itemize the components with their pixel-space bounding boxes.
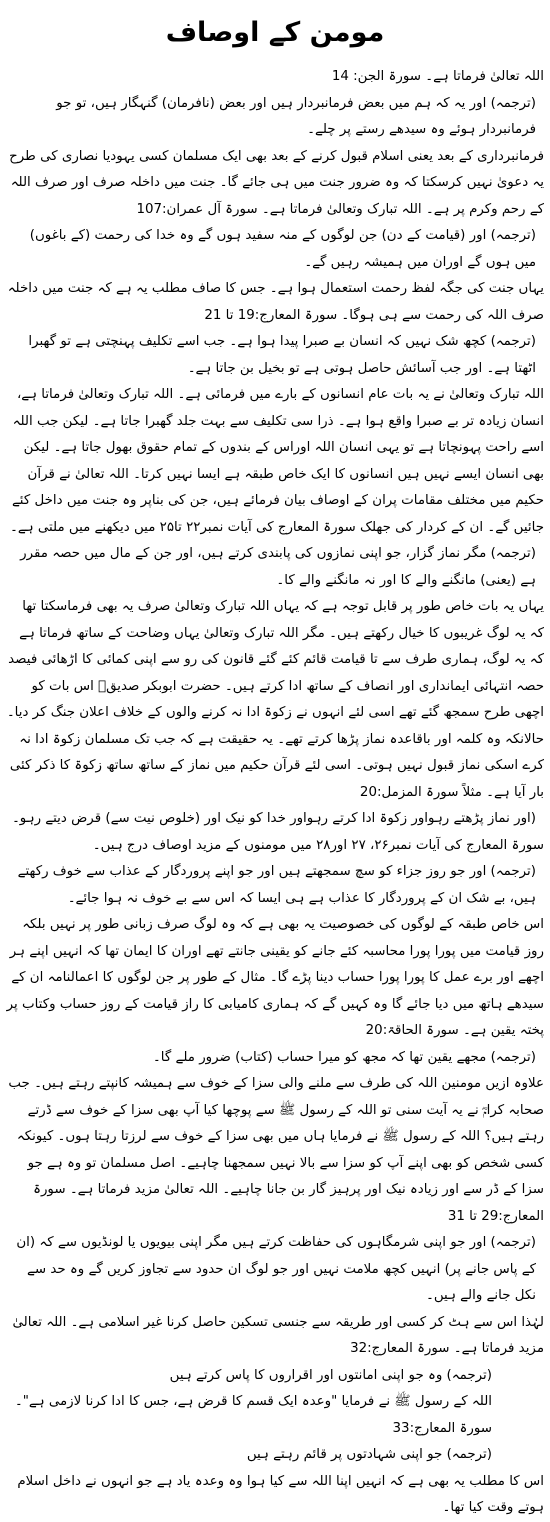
paragraph: علاوہ ازیں مومنین اللہ کی طرف سے ملنے والی سزا کے خوف سے ہمیشہ کانپتے رہتے ہیں۔ جب صحابہ کرامؓ نے یہ آیت سنی تو اللہ کے رسول ﷺ سے پوچھا کیا آپ بھی سزا کے خوف سے ڈرتے رہتے ہیں؟ اللہ کے رسول ﷺ نے فرمایا ہاں میں بھی سزا کے خوف سے لرزتا رہتا ہوں۔ کیونکہ کسی شخص کو بھی اپنے آپ کو سزا سے بالا نہیں سمجھنا چاہیے۔ اصل مسلمان تو وہ ہے جو سزا کے ڈر سے اور زیادہ نیک اور پرہیز گار بن جانا چاہیے۔ اللہ تعالیٰ مزید فرماتا ہے۔ سورۃ المعارج:29 تا 31 — [8, 1076, 544, 1224]
translation-quote: (ترجمہ) اور جو اپنی شرمگاہوں کی حفاظت کرتے ہیں مگر اپنی بیویوں یا لونڈیوں سے کہ (ان کے پاس جانے پر) انہیں کچھ ملامت نہیں اور جو لوگ ان حدود سے تجاوز کریں گے وہ حد سے نکل جانے والے ہیں۔ — [16, 1235, 536, 1303]
translation-quote: (ترجمہ) مجھے یقین تھا کہ مجھ کو میرا حساب (کتاب) ضرور ملے گا۔ — [152, 1049, 536, 1065]
page-title: مومن کے اوصاف — [165, 17, 385, 48]
paragraph: سورۃ المعارج کی آیات نمبر۲۶، ۲۷ اور۲۸ میں مومنوں کے مزید اوصاف درج ہیں۔ — [92, 837, 544, 853]
translation-quote: (ترجمہ) اور (قیامت کے دن) جن لوگوں کے منہ سفید ہوں گے وہ خدا کی رحمت (کے باغوں) میں ہوں گے اوران میں ہمیشہ رہیں گے۔ — [29, 228, 536, 270]
paragraph: لہٰذا اس سے ہٹ کر کسی اور طریقہ سے جنسی تسکین حاصل کرنا غیر اسلامی ہے۔ اللہ تعالیٰ مزید فرماتا ہے۔ سورۃ المعارج:32 — [12, 1314, 544, 1356]
paragraph: یہاں جنت کی جگہ لفظ رحمت استعمال ہوا ہے۔ جس کا صاف مطلب یہ ہے کہ جنت میں داخلہ صرف اللہ کی رحمت سے ہی ہوگا۔ سورۃ المعارج:19 تا 21 — [7, 281, 544, 323]
translation-quote: (ترجمہ) اور یہ کہ ہم میں بعض فرمانبردار ہیں اور بعض (نافرمان) گنہگار ہیں، تو جو فرمانبردار ہوئے وہ سیدھے رستے پر چلے۔ — [56, 95, 536, 137]
translation-quote: (ترجمہ) مگر نماز گزار، جو اپنی نمازوں کی پابندی کرتے ہیں، اور جن کے مال میں حصہ مقرر ہے (یعنی) مانگنے والے کا اور نہ مانگنے والے کا۔ — [20, 546, 536, 588]
paragraph: فرمانبرداری کے بعد یعنی اسلام قبول کرنے کے بعد بھی ایک مسلمان کسی یہودیا نصاری کی طرح یہ دعویٰ نہیں کرسکتا کہ وہ ضرور جنت میں ہی جائے گا۔ جنت میں داخلہ صرف اور صرف اللہ کے رحم وکرم پر ہے۔ اللہ تبارک وتعالیٰ فرماتا ہے۔ سورۃ آل عمران:107 — [9, 148, 544, 217]
paragraph: اللہ تعالیٰ فرماتا ہے۔ سورۃ الجن: 14 — [331, 69, 544, 84]
translation-quote: (ترجمہ) وہ جو اپنی امانتوں اور اقراروں کا پاس کرتے ہیں — [169, 1367, 492, 1383]
translation-quote: (اور نماز پڑھتے رہواور زکوۃ ادا کرتے رہواور خدا کو نیک اور (خلوص نیت سے) قرض دیتے رہو۔ — [11, 811, 536, 826]
article-body — [6, 64, 544, 1522]
hadith-quote: اللہ کے رسول ﷺ نے فرمایا "وعدہ ایک قسم کا قرض ہے، جس کا ادا کرنا لازمی ہے"۔ سورۃ المعارج:33 — [14, 1394, 492, 1436]
translation-quote: (ترجمہ) کچھ شک نہیں کہ انسان بے صبرا پیدا ہوا ہے۔ جب اسے تکلیف پہنچتی ہے تو گھبرا اٹھتا ہے۔ اور جب آسائش حاصل ہوتی ہے تو بخیل بن جاتا ہے۔ — [28, 334, 536, 376]
paragraph: اس خاص طبقہ کے لوگوں کی خصوصیت یہ بھی ہے کہ وہ لوگ صرف زبانی طور پر نہیں بلکہ روز قیامت میں پورا پورا محاسبہ کئے جانے کو یقینی جانتے تھے اوران کا ایمان تھا کہ انہیں اپنے ہر اچھے اور برے عمل کا پورا پورا حساب دینا پڑے گا۔ مثال کے طور پر جن لوگوں کا اعمالنامہ ان کے سیدھے ہاتھ میں دیا جائے گا وہ کہیں گے کہ ہماری کامیابی کا راز قیامت کے روز حساب وکتاب پر پختہ یقین ہے۔ سورۃ الحاقۃ:20 — [6, 917, 544, 1038]
translation-quote: (ترجمہ) اور جو روز جزاء کو سچ سمجھتے ہیں اور جو اپنے پروردگار کے عذاب سے خوف رکھتے ہیں، بے شک ان کے پروردگار کا عذاب ہے ہی ایسا کہ اس سے بے خوف نہ ہوا جائے۔ — [17, 864, 536, 906]
paragraph: یہاں یہ بات خاص طور پر قابل توجہ ہے کہ یہاں اللہ تبارک وتعالیٰ صرف یہ بھی فرماسکتا تھا کہ یہ لوگ غریبوں کا خیال رکھتے ہیں۔ مگر اللہ تبارک وتعالیٰ یہاں وضاحت کے ساتھ فرماتا ہے کہ یہ لوگ، ہماری طرف سے تا قیامت قائم کئے گئے قانون کی رو سے اپنی کمائی کا اڑھائی فیصد حصہ انتہائی ایمانداری اور انصاف کے ساتھ ادا کرتے ہیں۔ حضرت ابوبکر صدیقؓ اس بات کو اچھی طرح سمجھ گئے تھے اسی لئے انہوں نے زکوۃ ادا نہ کرنے والوں کے خلاف اعلان جنگ کر دیا۔ حالانکہ وہ کلمہ اور باقاعدہ نماز پڑھا کرتے تھے۔ یہ حقیقت ہے کہ جب تک مسلمان زکوۃ ادا نہ کرے اسکی نماز قبول نہیں ہوتی۔ اسی لئے قرآن حکیم میں نماز کے ساتھ ساتھ زکوۃ کا ذکر کئی بار آیا ہے۔ مثلاً سورۃ المزمل:20 — [6, 599, 544, 800]
paragraph: اللہ تبارک وتعالیٰ نے یہ بات عام انسانوں کے بارے میں فرمائی ہے۔ اللہ تبارک وتعالیٰ فرماتا ہے، انسان زیادہ تر بے صبرا واقع ہوا ہے۔ ذرا سی تکلیف سے بہت جلد گھبرا جاتا ہے۔ لیکن جب اللہ اسے راحت پہونچاتا ہے تو یہی انسان اللہ اوراس کے بندوں کے تمام حقوق بھول جاتا ہے۔ لیکن بھی انسان ایسے نہیں ہیں انسانوں کا ایک خاص طبقہ ہے ایسا نہیں کرتا۔ اللہ تعالیٰ نے قرآن حکیم میں مختلف مقامات پران کے اوصاف بیان فرمائے ہیں، جن کی بناپر وہ جنت میں داخل کئے جائیں گے۔ ان کے کردار کی جھلک سورۃ المعارج کی آیات نمبر۲۲ تا۲۵ میں دیکھنے میں ملتی ہے۔ — [10, 387, 544, 535]
paragraph: اس کا مطلب یہ بھی ہے کہ انہیں اپنا اللہ سے کیا ہوا وہ وعدہ یاد ہے جو انہوں نے داخل اسلام ہوتے وقت کیا تھا۔ — [17, 1473, 544, 1515]
translation-quote: (ترجمہ) جو اپنی شہادتوں پر قائم رہتے ہیں — [246, 1447, 492, 1462]
